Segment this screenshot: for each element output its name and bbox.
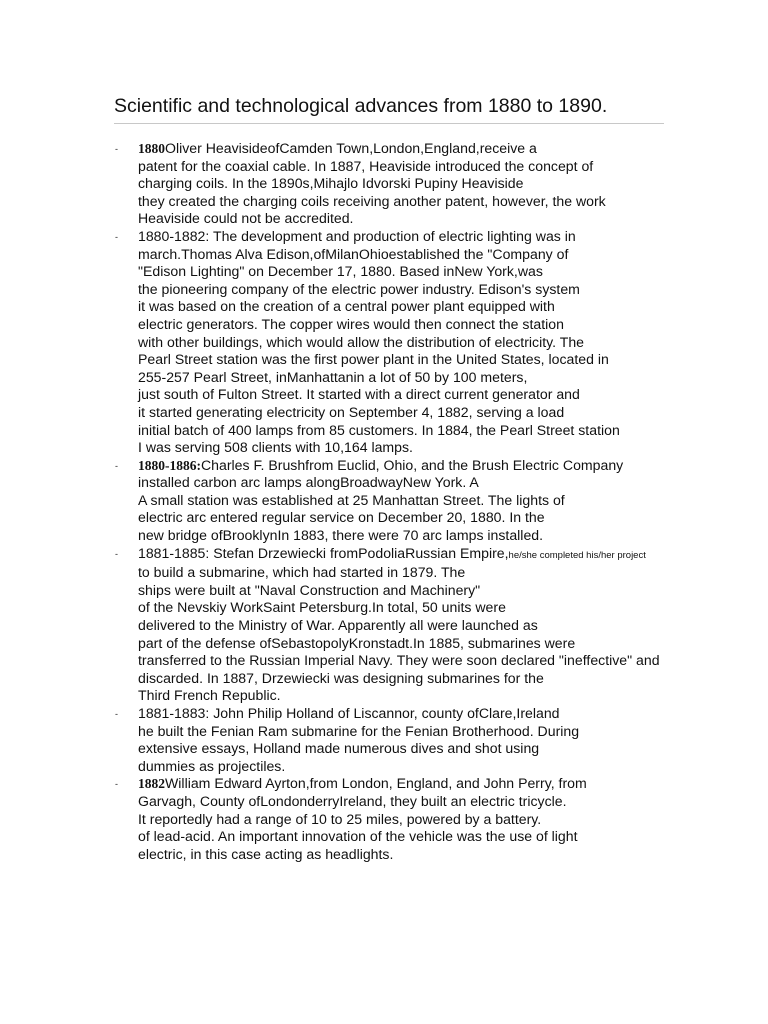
list-bullet: -	[115, 144, 118, 154]
entry-text: "Edison Lighting" on December 17, 1880. Based inNew York,was	[138, 263, 543, 280]
entry-text: installed carbon arc lamps alongBroadwayNew York. A	[138, 474, 479, 491]
entry-line	[138, 263, 768, 281]
entry-line	[138, 670, 768, 688]
entry-text: transferred to the Russian Imperial Navy. They were soon declared "ineffective" and	[138, 652, 660, 669]
entry-line	[138, 723, 768, 741]
entry-line	[138, 439, 768, 457]
document-title: Scientific and technological advances from 1880 to 1890.	[114, 95, 608, 117]
entry-line	[138, 298, 768, 316]
entry-text: charging coils. In the 1890s,Mihajlo Idvorski Pupiny Heaviside	[138, 175, 524, 192]
entry-line	[138, 599, 768, 617]
list-bullet: -	[115, 460, 118, 471]
title-divider	[114, 123, 664, 124]
entry-line	[138, 246, 768, 264]
timeline-entry	[0, 228, 768, 457]
entry-line	[138, 492, 768, 510]
timeline-list	[0, 140, 768, 863]
entry-line	[138, 140, 768, 158]
entry-line	[138, 793, 768, 811]
entry-line	[138, 404, 768, 422]
entry-text: patent for the coaxial cable. In 1887, Heaviside introduced the concept of	[138, 157, 594, 174]
entry-text: Pearl Street station was the first power plant in the United States, located in	[138, 351, 609, 368]
entry-line	[138, 564, 768, 582]
timeline-entry	[0, 775, 768, 863]
entry-text: of the Nevskiy WorkSaint Petersburg.In total, 50 units were	[138, 599, 506, 616]
entry-line	[138, 210, 768, 228]
entry-text: A small station was established at 25 Manhattan Street. The lights of	[138, 491, 565, 508]
entry-line	[138, 652, 768, 670]
entry-line	[138, 281, 768, 299]
entry-text: of lead-acid. An important innovation of the vehicle was the use of light	[138, 828, 578, 845]
entry-text: march.Thomas Alva Edison,ofMilanOhioestablished the "Company of	[138, 245, 569, 262]
entry-year: 1880	[138, 141, 165, 156]
entry-text: the pioneering company of the electric power industry. Edison's system	[138, 280, 580, 297]
list-bullet: -	[115, 548, 118, 559]
entry-line	[138, 369, 768, 387]
entry-line	[138, 457, 768, 475]
entry-text: to build a submarine, which had started in 1879. The	[138, 564, 466, 581]
entry-line	[138, 351, 768, 369]
entry-line	[138, 527, 768, 545]
entry-text: it was based on the creation of a central power plant equipped with	[138, 298, 555, 315]
entry-text: he built the Fenian Ram submarine for the Fenian Brotherhood. During	[138, 722, 580, 739]
entry-text: Heaviside could not be accredited.	[138, 210, 354, 227]
entry-line	[138, 775, 768, 793]
timeline-entry	[0, 545, 768, 705]
entry-line	[138, 705, 768, 723]
entry-text: extensive essays, Holland made numerous dives and shot using	[138, 740, 540, 757]
entry-line	[138, 386, 768, 404]
list-bullet: -	[115, 709, 118, 719]
entry-text: dummies as projectiles.	[138, 757, 286, 774]
entry-text: with other buildings, which would allow the distribution of electricity. The	[138, 333, 585, 350]
entry-text: electric generators. The copper wires would then connect the station	[138, 315, 564, 332]
entry-text: Charles F. Brushfrom Euclid, Ohio, and the Brush Electric Company	[201, 456, 624, 473]
entry-text: initial batch of 400 lamps from 85 customers. In 1884, the Pearl Street station	[138, 421, 620, 438]
timeline-entry	[0, 140, 768, 228]
entry-line	[138, 758, 768, 776]
entry-text: Garvagh, County ofLondonderryIreland, they built an electric tricycle.	[138, 792, 567, 809]
entry-text: Oliver HeavisideofCamden Town,London,England,receive a	[165, 140, 537, 156]
entry-text: William Edward Ayrton,from London, England, and John Perry, from	[165, 775, 587, 792]
entry-year: 1882	[138, 776, 165, 792]
entry-text: electric, in this case acting as headlights.	[138, 845, 394, 862]
entry-line	[138, 582, 768, 600]
entry-tail-text: he/she completed his/her project	[508, 549, 646, 561]
entry-text: 1881-1883: John Philip Holland of Liscannor, county ofClare,Ireland	[138, 705, 560, 721]
entry-line	[138, 828, 768, 846]
entry-line	[138, 617, 768, 635]
entry-line	[138, 316, 768, 334]
timeline-entry	[0, 457, 768, 545]
entry-line	[138, 422, 768, 440]
entry-year: 1880-1886:	[138, 457, 201, 473]
entry-text: discarded. In 1887, Drzewiecki was designing submarines for the	[138, 669, 544, 686]
entry-text: electric arc entered regular service on December 20, 1880. In the	[138, 509, 545, 526]
entry-line	[138, 545, 768, 565]
entry-line	[138, 474, 768, 492]
entry-line	[138, 158, 768, 176]
entry-text: they created the charging coils receiving another patent, however, the work	[138, 192, 606, 209]
entry-text: delivered to the Ministry of War. Apparently all were launched as	[138, 617, 538, 634]
entry-text: 1881-1885: Stefan Drzewiecki fromPodoliaRussian Empire,	[138, 544, 509, 561]
entry-line	[138, 193, 768, 211]
entry-text: it started generating electricity on September 4, 1882, serving a load	[138, 403, 565, 420]
entry-line	[138, 509, 768, 527]
entry-text: new bridge ofBrooklynIn 1883, there were 70 arc lamps installed.	[138, 527, 544, 544]
entry-line	[138, 846, 768, 864]
entry-text: 255-257 Pearl Street, inManhattanin a lot of 50 by 100 meters,	[138, 368, 528, 385]
entry-line	[138, 175, 768, 193]
entry-line	[138, 687, 768, 705]
entry-line	[138, 635, 768, 653]
entry-line	[138, 740, 768, 758]
entry-text: 1880-1882: The development and production of electric lighting was in	[138, 227, 576, 244]
list-bullet: -	[115, 779, 118, 790]
entry-text: ships were built at "Naval Construction and Machinery"	[138, 581, 481, 598]
entry-text: It reportedly had a range of 10 to 25 miles, powered by a battery.	[138, 810, 542, 827]
entry-line	[138, 811, 768, 829]
entry-text: I was serving 508 clients with 10,164 lamps.	[138, 439, 413, 456]
entry-text: part of the defense ofSebastopolyKronstadt.In 1885, submarines were	[138, 634, 576, 651]
timeline-entry	[0, 705, 768, 775]
entry-text: just south of Fulton Street. It started with a direct current generator and	[138, 386, 580, 403]
list-bullet: -	[115, 231, 118, 242]
entry-line	[138, 334, 768, 352]
entry-line	[138, 228, 768, 246]
entry-text: Third French Republic.	[138, 687, 281, 704]
